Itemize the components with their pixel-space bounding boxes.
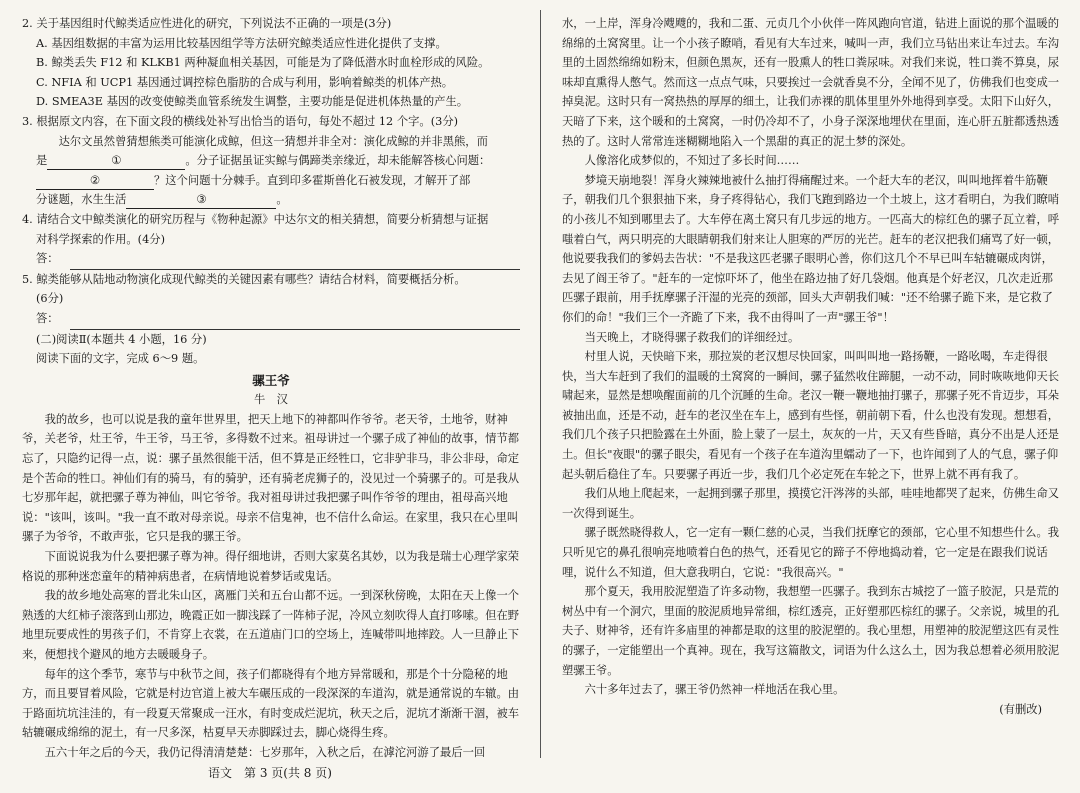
question-2-option-c: C. NFIA 和 UCP1 基因通过调控棕色脂肪的合成与利用，影响着鲸类的机体产热。: [36, 75, 454, 89]
edit-note: (有删改): [999, 702, 1042, 716]
article-paragraph: 六十多年过去了，骡王爷仍然神一样地活在我心里。: [584, 683, 845, 697]
question-5-answer-area[interactable]: [22, 309, 520, 330]
passage-text: 。分子证据虽证实鲸与偶蹄类亲缘近，却未能解答核心问题：: [185, 154, 491, 168]
question-2: [22, 14, 520, 112]
article-paragraph: 当天晚上，才晓得骡子救我们的详细经过。: [584, 330, 800, 344]
question-3-passage-line-2: [22, 151, 520, 171]
article-author: 牛 汉: [254, 393, 288, 407]
passage-text: 分谜题，水生生活: [36, 193, 127, 207]
left-column: [22, 14, 520, 763]
article-paragraph: 下面说说我为什么要把骡子尊为神。得仔细地讲，否则大家莫名其妙，以为我是瑞士心理学家荣格说的那种迷恋童年的精神病患者，在病情地说着梦话或鬼话。: [22, 550, 520, 583]
question-3: [22, 112, 520, 210]
blank-3[interactable]: ③: [126, 192, 276, 209]
question-2-option-d: D. SMEA3E 基因的改变使鲸类血管系统发生调整，主要功能是促进机体热量的产生。: [36, 95, 469, 109]
article-paragraph: 每年的这个季节，寒节与中秋节之间，孩子们都晓得有个地方异常暖和，那是个十分隐秘的地方，而且要冒着风险，它就是村边官道上被大车碾压成的一段深深的车道沟，就是通常说的车辙。由于路面坑坑洼洼的，有一段夏天常聚成一汪水，有时变成烂泥坑，秋天之后，泥坑才渐渐干涸，被车轱辘碾成绵绵的泥土，有一尺多深，枯夏早天赤脚踩过去，脚心烧得生疼。: [22, 667, 520, 740]
question-5-stem-cont: (6分): [36, 292, 64, 306]
question-3-passage-line-1: 达尔文虽然曾猜想熊类可能演化成鲸，但这一猜想并非全对：演化成鲸的并非黑熊，而: [58, 134, 488, 148]
passage-text: 。: [276, 193, 288, 207]
answer-label: 答：: [36, 311, 59, 325]
question-4-stem-cont: 对科学探索的作用。(4分): [36, 232, 165, 246]
article-title: 骡王爷: [252, 372, 290, 388]
question-4-stem: 4. 请结合文中鲸类演化的研究历程与《物种起源》中达尔文的相关猜想，简要分析猜想与证据: [22, 212, 489, 226]
section-heading: (二)阅读Ⅱ(本题共 4 小题，16 分): [36, 332, 207, 346]
passage-text: ？这个问题十分棘手。直到印多霍斯兽化石被发现，才解开了部: [154, 173, 471, 187]
question-3-passage-line-4: [22, 190, 520, 210]
answer-label: 答：: [36, 252, 59, 266]
right-column: [562, 14, 1062, 719]
article-paragraph: 人像溶化成梦似的，不知过了多长时间……: [584, 154, 800, 168]
blank-1[interactable]: ①: [47, 153, 185, 170]
question-4-answer-area[interactable]: [22, 249, 520, 270]
question-5-stem: 5. 鲸类能够从陆地动物演化成现代鲸类的关键因素有哪些？请结合材料，简要概括分析。: [22, 272, 466, 286]
article-paragraph: 我的故乡，也可以说是我的童年世界里，把天上地下的神都叫作爷爷。老天爷，土地爷，财神爷，关老爷，灶王爷，牛王爷，马王爷，多得数不过来。祖母讲过一个骡子成了神仙的故事，情节都忘了，只隐约记得一点，说：骡子虽然很能干活，但不算是正经牲口，它非驴非马，非公非母，命定是个苦命的牲口。神仙们有的骑马，有的骑驴，还有骑老虎狮子的，没见过一个骑骡子的。可是我从七岁那年起，就把骡子尊为神仙，叫它爷爷。我对祖母讲过我把骡子叫作爷爷的理由，祖母高兴地说："该叫，该叫。"我一直不敢对母亲说。母亲不信鬼神，也不信什么命运。在家里，我只在心里叫骡子为爷爷，不敢声张，它只是我的骡王爷。: [22, 412, 520, 544]
question-5: [22, 270, 520, 330]
question-3-stem: 3. 根据原文内容，在下面文段的横线处补写出恰当的语句，每处不超过 12 个字。(3分): [22, 114, 459, 128]
answer-line: [70, 312, 520, 330]
article-paragraph: 那个夏天，我用胶泥塑造了许多动物，我想塑一匹骡子。我到东古城挖了一篮子胶泥，只是荒的树丛中有一个洞穴，里面的胶泥质地异常细，棕红透亮，正好塑那匹棕红的骡子。父亲说，城里的孔夫子、财神爷，还有许多庙里的神都是取的这里的胶泥塑的。我心里想，用塑神的胶泥塑这匹有灵性的骡子，一定能塑出一个真神。现在，我写这篇散文，词语为什么这么土，因为我总想着必须用胶泥塑骡王爷。: [562, 585, 1060, 677]
article-paragraph: 五六十年之后的今天，我仍记得清清楚楚：七岁那年，入秋之后，在滹沱河游了最后一回: [44, 745, 486, 759]
passage-text: 是: [36, 154, 48, 168]
article-paragraph: 村里人说，天快暗下来，那拉炭的老汉想尽快回家，叫叫叫地一路扬鞭，一路吆喝，车走得很快，当大车赶到了我们的温暖的土窝窝的一瞬间，骡子猛然收住蹄腿，一动不动，同时咴咴地仰天长啸起来，显然是想唤醒面前的几个沉睡的生命。老汉一鞭一鞭地抽打骡子，那骡子死不肯迈步，耳朵被抽出血，还是不动，赶车的老汉坐在车上，感到有些怪，朝前朝下看，什么也没有发现。想想看，我们几个孩子只把脸露在土外面，脸上蒙了一层土，灰灰的一片，天又有些昏暗，真分不出是人还是土。但长"夜眼"的骡子眼尖，看见有一个孩子在车道沟里蠕动了一下，也许闻到了人的气息，骡子仰起头朝后稳住了车。只要骡子再近一步，我们几个必定死在车轮之下，世界上就不再有我了。: [562, 350, 1060, 481]
page-footer: 语文 第 3 页(共 8 页): [208, 766, 332, 780]
question-2-option-b: B. 鲸类丢失 F12 和 KLKB1 两种凝血相关基因，可能是为了降低潜水时血栓形成的风险。: [36, 56, 490, 70]
article-paragraph: 梦境天崩地裂！浑身火辣辣地被什么抽打得痛醒过来。一个赶大车的老汉，叫叫地挥着牛筋鞭子，朝我们几个狠狠抽下来，身子疼得钻心，我们飞跑到路边一个土坡上，这才看明白，为我们瞭哨的小孩儿不知到哪里去了。大车停在离土窝只有几步远的地方。一匹高大的棕红色的骡子瓦立着，呼嗤着白气，两只明亮的大眼睛朝我们射来让人胆寒的严厉的光芒。赶车的老汉把我们痛骂了好一顿，他说要我我们的爹妈去告状："不是我这匹老骡子眼明心善，你们这几个不早已叫车轱辘碾成肉饼，去见了阎王爷了。"赶车的一定惊吓坏了，他坐在路边抽了好几袋烟。他真是个好老汉，几次走近那匹骡子跟前，用手抚摩骡子汗湿的光亮的颈部，回头大声朝我们喊："还不给骡子跪下来，是它救了你们的命！"我们三个一齐跪了下来，我不由得叫了一声"骡王爷"！: [562, 173, 1060, 324]
answer-line: [70, 252, 520, 270]
column-divider: [540, 10, 541, 758]
question-3-passage-line-3: [22, 171, 520, 191]
article-paragraph: 水，一上岸，浑身冷飕飕的，我和二蛋、元贞几个小伙伴一阵风跑向官道，钻进上面说的那个温暖的绵绵的土窝窝里。让一个小孩子瞭哨，看见有大车过来，喊叫一声，我们立马钻出来让车过去。车沟里的土固然绵绵如粉末，但颜色黑灰，还有一股熏人的牲口粪尿味。对我们来说，牲口粪不算臭，尿味却直熏得人憋气。然而这一点点气味，只要挨过一会就香臭不分，全闻不见了，仿佛我们也变成一掉臭泥。这时只有一窝热热的厚厚的细土，让我们赤裸的肌体里里外外地得到享受。太阳下山好久，天暗了下来，这个暖和的土窝窝，一时仍冷却不了，小身子深深地埋伏在里面，连心肝五脏都透热透热的了。这时人常常连迷糊糊地陷入一个黑甜的真正的泥土梦的深处。: [562, 17, 1060, 148]
blank-2[interactable]: ②: [36, 173, 154, 190]
reading-instruction: 阅读下面的文字，完成 6～9 题。: [36, 352, 205, 366]
question-2-option-a: A. 基因组数据的丰富为运用比较基因组学等方法研究鲸类适应性进化提供了支撑。: [36, 36, 447, 50]
article-paragraph: 我的故乡地处高寒的晋北朱山区，离雁门关和五台山都不远。一到深秋傍晚，太阳在天上像一个熟透的大红柿子滚落到山那边，晚霞正如一脚浅踩了一阵柿子泥，冷风立刻吹得人直打哆嗦。但在野地里玩要成性的男孩子们，不肯穿上衣裳，在五道庙门口的空场上，连喊带叫地摔跤。人一旦静止下来，便想找个避风的地方去暖暖身子。: [22, 589, 520, 661]
article-paragraph: 我们从地上爬起来，一起拥到骡子那里，摸摸它汗涔涔的头部，哇哇地都哭了起来，仿佛生命又一次得到诞生。: [562, 487, 1060, 520]
question-2-stem: 2. 关于基因组时代鲸类适应性进化的研究，下列说法不正确的一项是(3分): [22, 17, 392, 30]
question-4: [22, 210, 520, 270]
article-paragraph: 骡子既然晓得救人，它一定有一颗仁慈的心灵，当我们抚摩它的颈部，它心里不知想些什么。我只听见它的鼻孔很响亮地喷着白色的热气，还看见它的蹄子不停地捣动着，它一定是在跟我们说话哩，说什么不知道，但大意我明白，它说："我很高兴。": [562, 526, 1060, 579]
